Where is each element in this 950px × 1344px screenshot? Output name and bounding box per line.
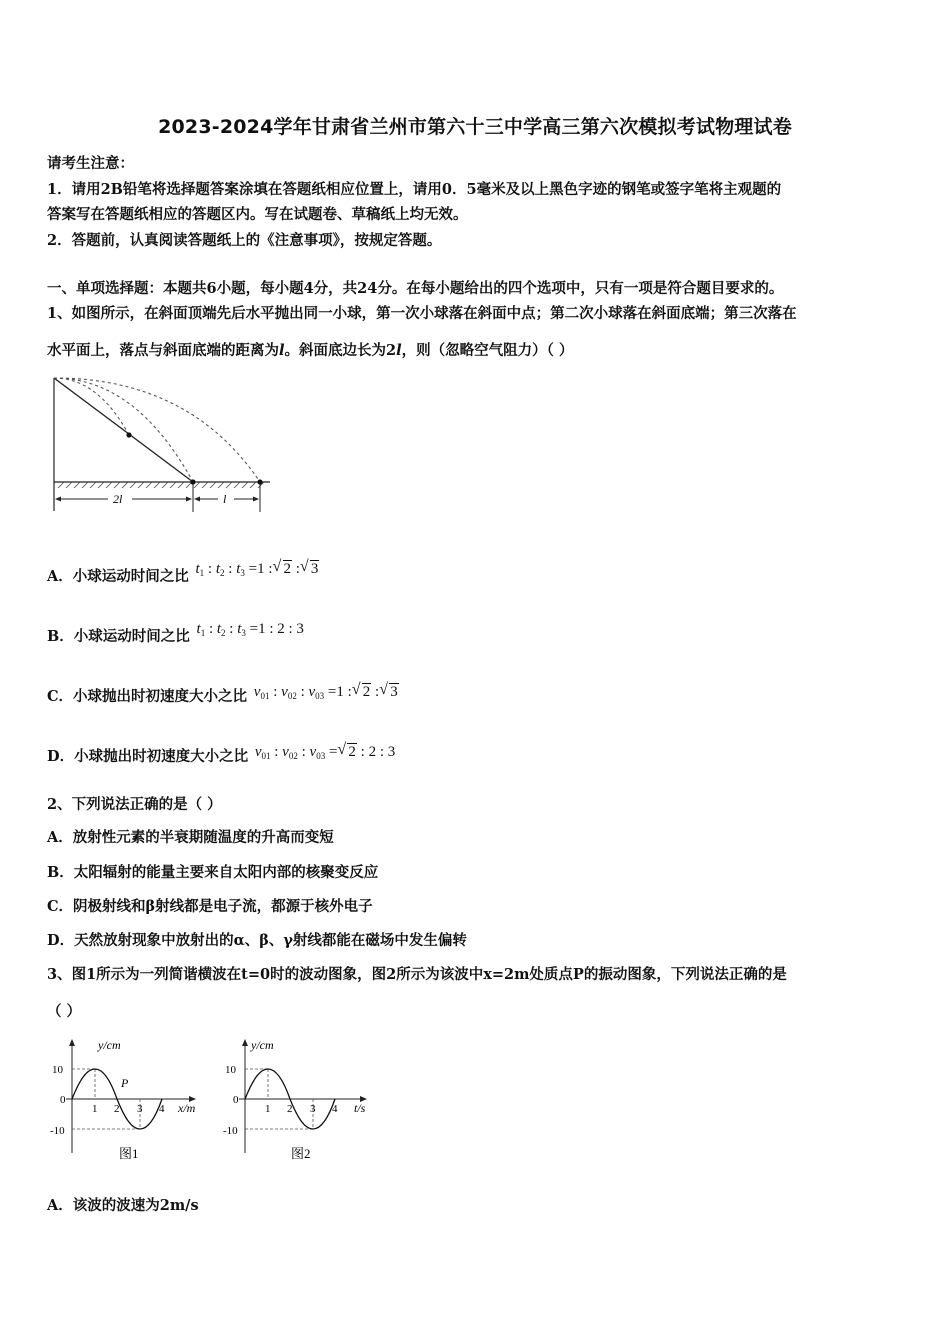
svg-text:-10: -10 bbox=[50, 1125, 65, 1137]
notice-item-1-cont: 答案写在答题纸相应的答题区内。写在试题卷、草稿纸上均无效。 bbox=[47, 206, 468, 223]
q1-option-c[interactable]: C．小球抛出时初速度大小之比 $v_{01}$ : $v_{02}$ : $v_{03} =1$ :√ 2 :√ 3 bbox=[47, 685, 399, 706]
svg-text:0: 0 bbox=[233, 1094, 239, 1106]
dimension-l-label: l bbox=[223, 492, 227, 506]
figure-2-caption: 图2 bbox=[291, 1146, 311, 1161]
section-heading: 一、单项选择题：本题共6小题，每小题4分，共24分。在每小题给出的四个选项中，只有一项是符合题目要求的。 bbox=[47, 280, 784, 297]
q2-option-a[interactable]: A．放射性元素的半衰期随温度的升高而变短 bbox=[47, 829, 334, 846]
q2-option-d[interactable]: D．天然放射现象中放射出的α、β、γ射线都能在磁场中发生偏转 bbox=[47, 932, 467, 949]
q3-option-a[interactable]: A．该波的波速为2m/s bbox=[47, 1197, 199, 1214]
q1-option-a[interactable]: A．小球运动时间之比 $t_1$ : $t_2$ : $t_3 =1$ :√ 2 :√ 3 bbox=[47, 565, 319, 586]
svg-text:4: 4 bbox=[159, 1103, 165, 1115]
page-title: 2023-2024学年甘肃省兰州市第六十三中学高三第六次模拟考试物理试卷 bbox=[158, 116, 792, 138]
svg-text:x/m: x/m bbox=[178, 1101, 196, 1115]
q3-stem-cont: （ ） bbox=[47, 1003, 82, 1020]
notice-item-1: 1．请用2B铅笔将选择题答案涂填在答题纸相应位置上，请用0．5毫米及以上黑色字迹的钢笔或签字笔将主观题的 bbox=[47, 181, 782, 198]
q3-figure-1 bbox=[40, 1035, 210, 1165]
q1-stem: 1、如图所示，在斜面顶端先后水平抛出同一小球，第一次小球落在斜面中点；第二次小球落在斜面底端；第三次落在 bbox=[47, 305, 797, 322]
q2-option-b[interactable]: B．太阳辐射的能量主要来自太阳内部的核聚变反应 bbox=[47, 864, 379, 881]
svg-text:3: 3 bbox=[137, 1103, 143, 1115]
q2-option-c[interactable]: C．阴极射线和β射线都是电子流，都源于核外电子 bbox=[47, 898, 373, 915]
svg-text:10: 10 bbox=[225, 1064, 236, 1076]
svg-text:3: 3 bbox=[310, 1103, 316, 1115]
q3-stem: 3、图1所示为一列简谐横波在t=0时的波动图象，图2所示为该波中x=2m处质点P的振动图象，下列说法正确的是 bbox=[47, 966, 787, 983]
svg-text:1: 1 bbox=[92, 1103, 98, 1115]
q1-incline-figure bbox=[50, 372, 280, 520]
q2-stem: 2、下列说法正确的是（ ） bbox=[47, 796, 222, 813]
notice-heading: 请考生注意： bbox=[47, 155, 134, 172]
svg-text:10: 10 bbox=[52, 1064, 63, 1076]
q3-figure-2 bbox=[215, 1035, 385, 1165]
q1-option-b[interactable]: B．小球运动时间之比 $t_1$ : $t_2$ : $t_3 =1$ : 2 : 3 bbox=[47, 621, 304, 645]
point-p-label: P bbox=[121, 1076, 129, 1090]
q1-option-d[interactable]: D．小球抛出时初速度大小之比 $v_{01}$ : $v_{02}$ : $v_{03}$ =√ 2 : 2 : 3 bbox=[47, 745, 395, 766]
notice-item-2: 2．答题前，认真阅读答题纸上的《注意事项》，按规定答题。 bbox=[47, 232, 442, 249]
svg-text:y/cm: y/cm bbox=[98, 1038, 121, 1052]
svg-text:2: 2 bbox=[287, 1103, 293, 1115]
svg-text:t/s: t/s bbox=[354, 1101, 366, 1115]
q1-stem-cont: 水平面上，落点与斜面底端的距离为l。斜面底边长为2l，则（忽略空气阻力）（ ） bbox=[47, 342, 574, 359]
svg-text:2: 2 bbox=[114, 1103, 120, 1115]
figure-1-caption: 图1 bbox=[119, 1146, 139, 1161]
svg-text:y/cm: y/cm bbox=[251, 1038, 274, 1052]
svg-text:-10: -10 bbox=[223, 1125, 238, 1137]
svg-text:0: 0 bbox=[60, 1094, 66, 1106]
dimension-2l-label: 2l bbox=[113, 492, 123, 506]
svg-text:1: 1 bbox=[265, 1103, 271, 1115]
svg-text:4: 4 bbox=[332, 1103, 338, 1115]
